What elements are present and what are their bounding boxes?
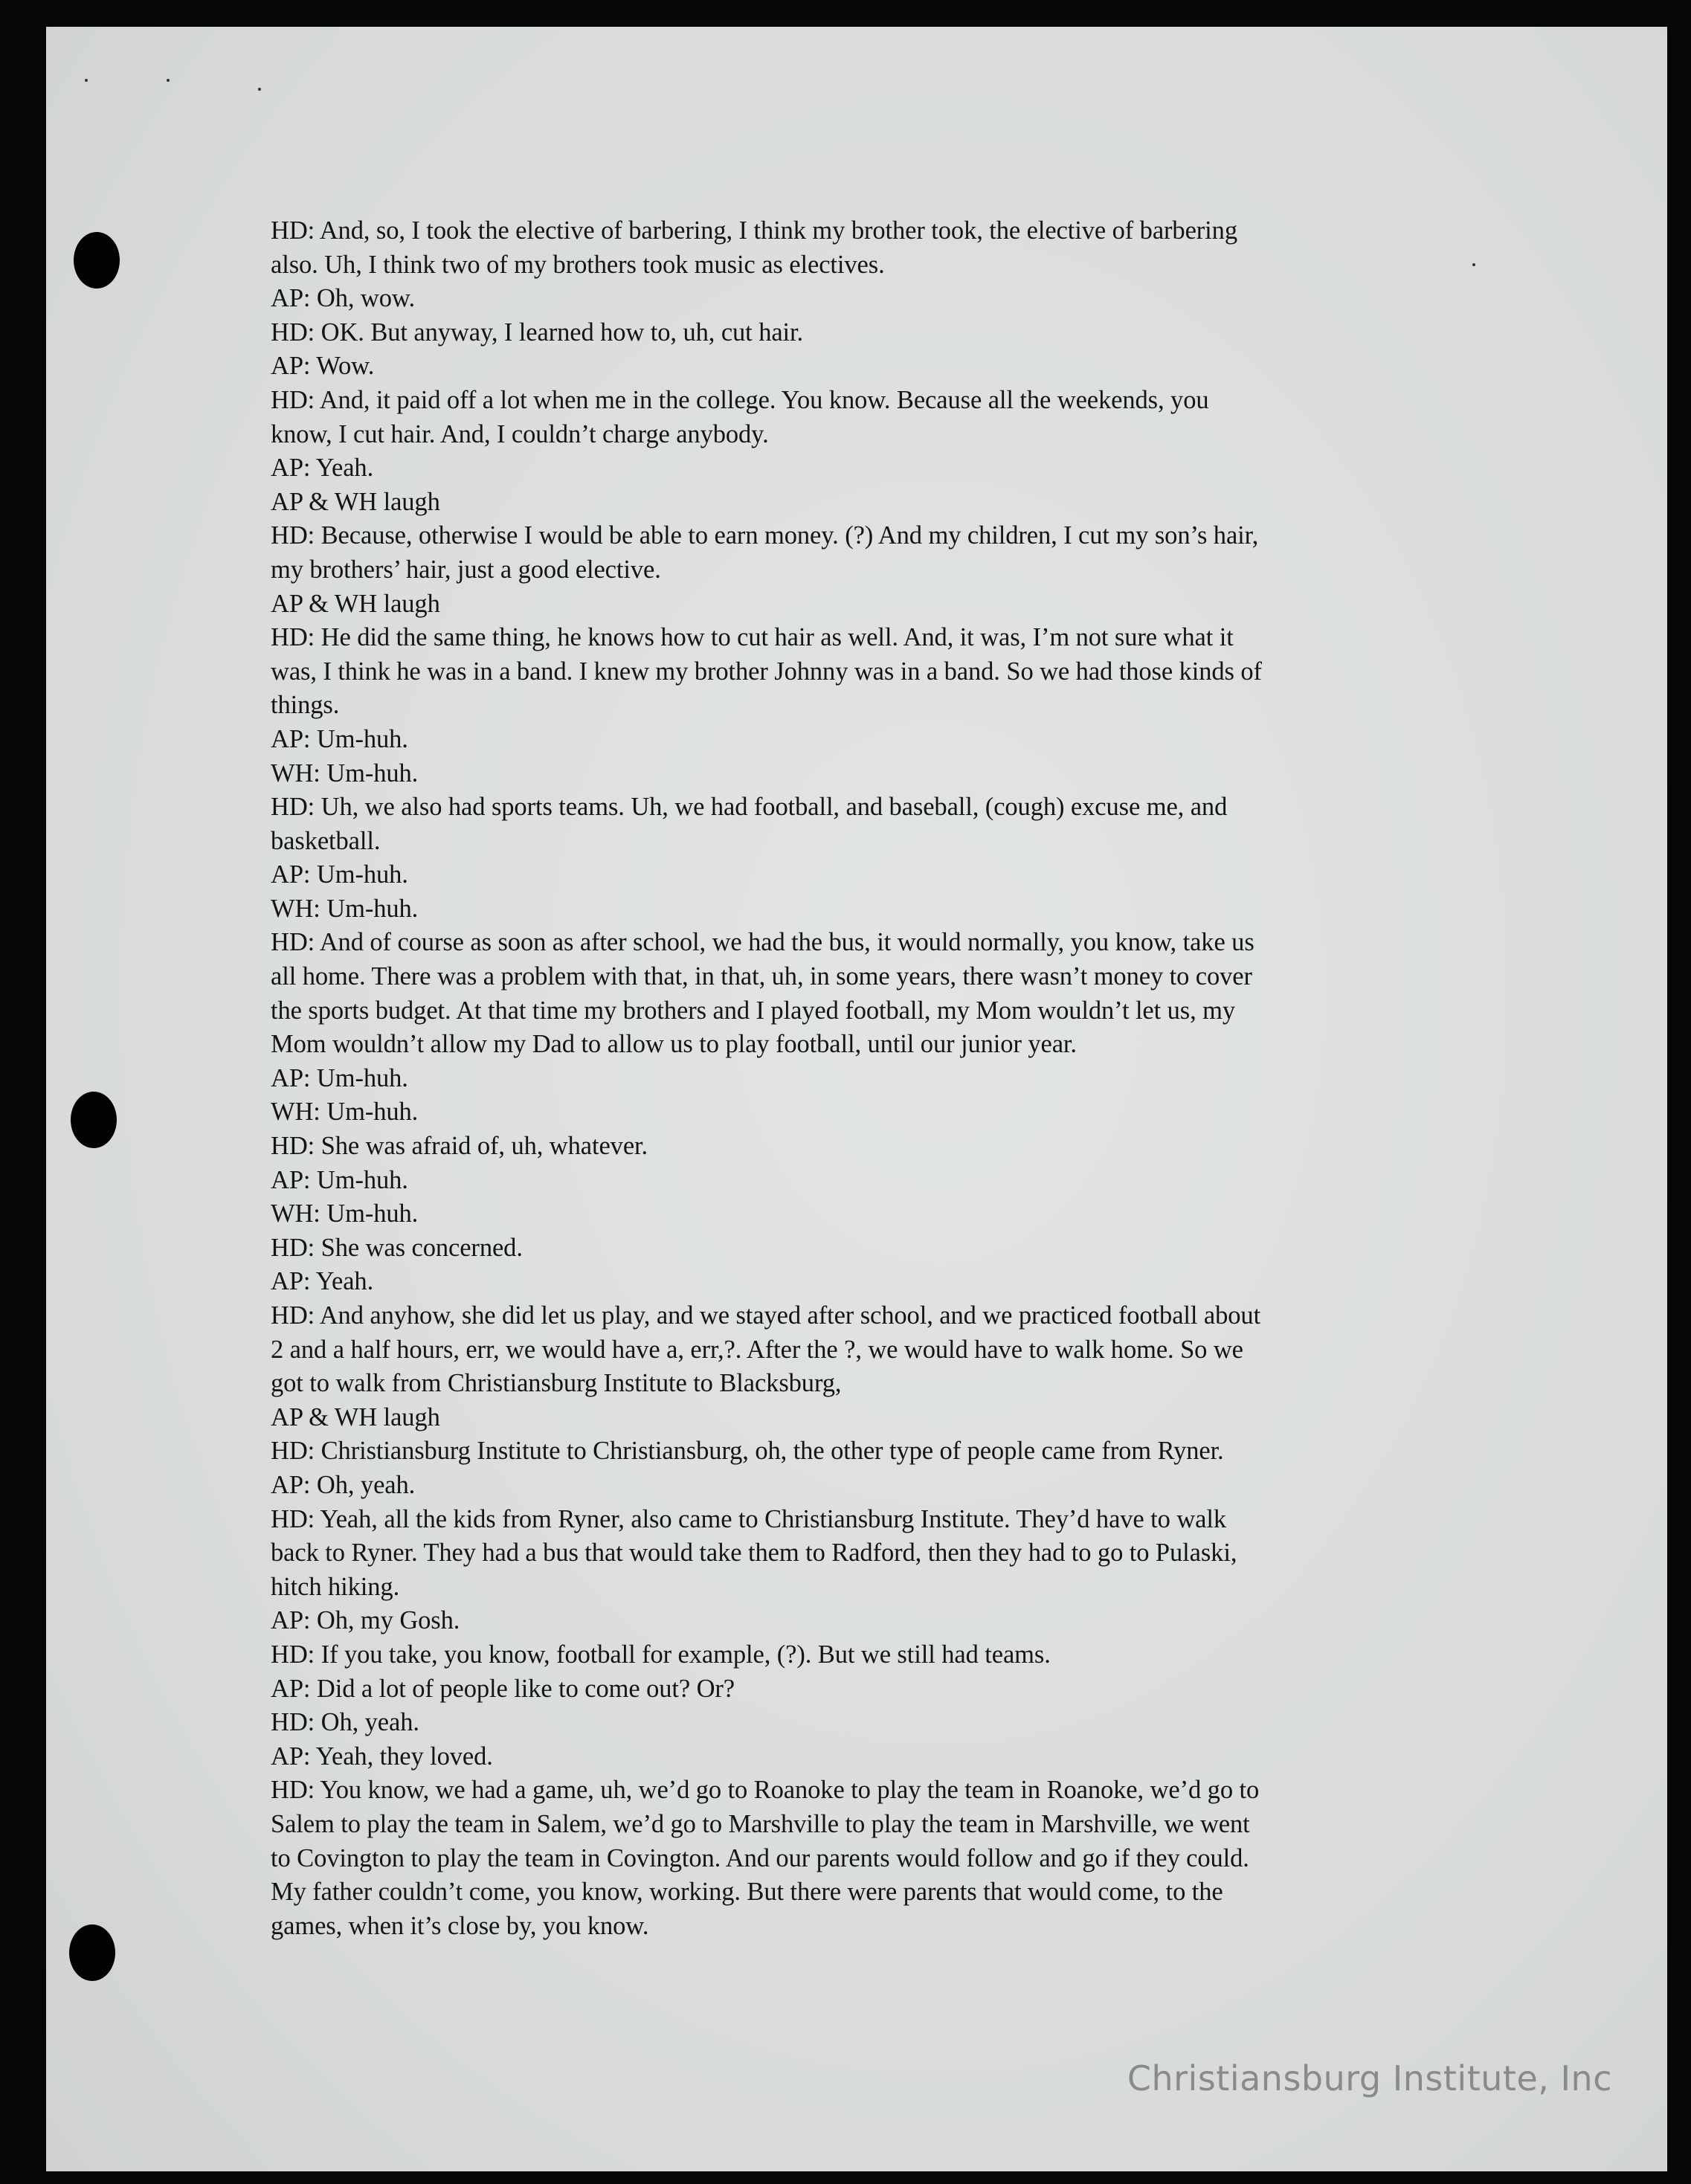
transcript-line: HD: Oh, yeah. xyxy=(271,1708,419,1737)
transcript-line: HD: And, so, I took the elective of barbering, I think my brother took, the elective of barbering xyxy=(271,216,1237,245)
paper-speck xyxy=(167,79,170,82)
transcript-line: WH: Um-huh. xyxy=(271,758,419,787)
transcript-line: Mom wouldn’t allow my Dad to allow us to play football, until our junior year. xyxy=(271,1030,1077,1059)
transcript-line: AP: Um-huh. xyxy=(271,1165,408,1194)
transcript-line: AP: Um-huh. xyxy=(271,860,408,889)
transcript-line: things. xyxy=(271,691,340,720)
transcript-line: HD: And of course as soon as after school, we had the bus, it would normally, you know, take us xyxy=(271,928,1254,957)
transcript-line: HD: Because, otherwise I would be able to earn money. (?) And my children, I cut my son’s hair, xyxy=(271,521,1259,550)
transcript-line: HD: You know, we had a game, uh, we’d go to Roanoke to play the team in Roanoke, we’d go to xyxy=(271,1776,1260,1805)
transcript-line: HD: He did the same thing, he knows how to cut hair as well. And, it was, I’m not sure what it xyxy=(271,623,1234,652)
transcript-line: AP: Wow. xyxy=(271,352,375,381)
transcript-line: AP: Did a lot of people like to come out? Or? xyxy=(271,1674,735,1703)
transcript-line: AP: Um-huh. xyxy=(271,1063,408,1092)
transcript-line: back to Ryner. They had a bus that would take them to Radford, then they had to go to Pulaski, xyxy=(271,1539,1237,1568)
transcript-line: was, I think he was in a band. I knew my brother Johnny was in a band. So we had those kinds of xyxy=(271,657,1262,686)
transcript-line: the sports budget. At that time my brothers and I played football, my Mom wouldn’t let us, my xyxy=(271,996,1236,1025)
transcript-line: HD: Christiansburg Institute to Christiansburg, oh, the other type of people came from Ryner. xyxy=(271,1437,1224,1466)
transcript-line: AP & WH laugh xyxy=(271,1402,440,1431)
transcript-line: HD: OK. But anyway, I learned how to, uh, cut hair. xyxy=(271,318,804,347)
transcript-line: My father couldn’t come, you know, working. But there were parents that would come, to the xyxy=(271,1878,1223,1907)
transcript-line: WH: Um-huh. xyxy=(271,1098,419,1127)
transcript-line: AP: Yeah. xyxy=(271,1267,374,1296)
transcript-line: my brothers’ hair, just a good elective. xyxy=(271,555,661,584)
transcript-line: AP: Yeah, they loved. xyxy=(271,1742,493,1771)
transcript-line: all home. There was a problem with that, in that, uh, in some years, there wasn’t money to cover xyxy=(271,962,1252,991)
transcript-line: HD: And anyhow, she did let us play, and we stayed after school, and we practiced football about xyxy=(271,1301,1261,1330)
transcript-line: games, when it’s close by, you know. xyxy=(271,1911,649,1940)
punch-hole-middle xyxy=(71,1092,117,1148)
transcript-line: WH: Um-huh. xyxy=(271,1199,419,1228)
transcript-line: Salem to play the team in Salem, we’d go to Marshville to play the team in Marshville, we went xyxy=(271,1809,1250,1838)
transcript-line: basketball. xyxy=(271,826,381,855)
transcript-line: HD: She was concerned. xyxy=(271,1233,523,1262)
transcript-line: HD: She was afraid of, uh, whatever. xyxy=(271,1132,648,1161)
punch-hole-bottom xyxy=(69,1924,115,1981)
transcript-line: AP: Oh, my Gosh. xyxy=(271,1606,460,1635)
transcript-line: AP: Oh, wow. xyxy=(271,284,415,313)
transcript-line: got to walk from Christiansburg Institute to Blacksburg, xyxy=(271,1369,842,1398)
punch-hole-top xyxy=(74,232,120,289)
transcript-line: WH: Um-huh. xyxy=(271,894,419,923)
transcript-line: AP & WH laugh xyxy=(271,589,440,618)
transcript-line: to Covington to play the team in Covington. And our parents would follow and go if they could. xyxy=(271,1843,1249,1872)
transcript-line: AP: Um-huh. xyxy=(271,724,408,753)
transcript-line: also. Uh, I think two of my brothers took music as electives. xyxy=(271,250,885,279)
watermark: Christiansburg Institute, Inc xyxy=(1127,2058,1612,2098)
transcript-line: HD: Yeah, all the kids from Ryner, also came to Christiansburg Institute. They’d have to walk xyxy=(271,1504,1226,1533)
transcript-line: know, I cut hair. And, I couldn’t charge anybody. xyxy=(271,419,769,448)
transcript-line: HD: Uh, we also had sports teams. Uh, we had football, and baseball, (cough) excuse me, and xyxy=(271,793,1228,822)
paper-speck xyxy=(85,79,88,82)
paper-speck xyxy=(258,88,261,91)
transcript-body xyxy=(271,214,1416,1943)
transcript-line: AP & WH laugh xyxy=(271,487,440,516)
transcript-line: AP: Oh, yeah. xyxy=(271,1470,416,1499)
transcript-line: hitch hiking. xyxy=(271,1572,400,1601)
paper-speck xyxy=(1472,263,1475,266)
transcript-line: HD: If you take, you know, football for example, (?). But we still had teams. xyxy=(271,1640,1051,1669)
transcript-line: AP: Yeah. xyxy=(271,454,374,483)
transcript-line: 2 and a half hours, err, we would have a, err,?. After the ?, we would have to walk home. So we xyxy=(271,1335,1243,1364)
transcript-line: HD: And, it paid off a lot when me in the college. You know. Because all the weekends, you xyxy=(271,385,1209,414)
